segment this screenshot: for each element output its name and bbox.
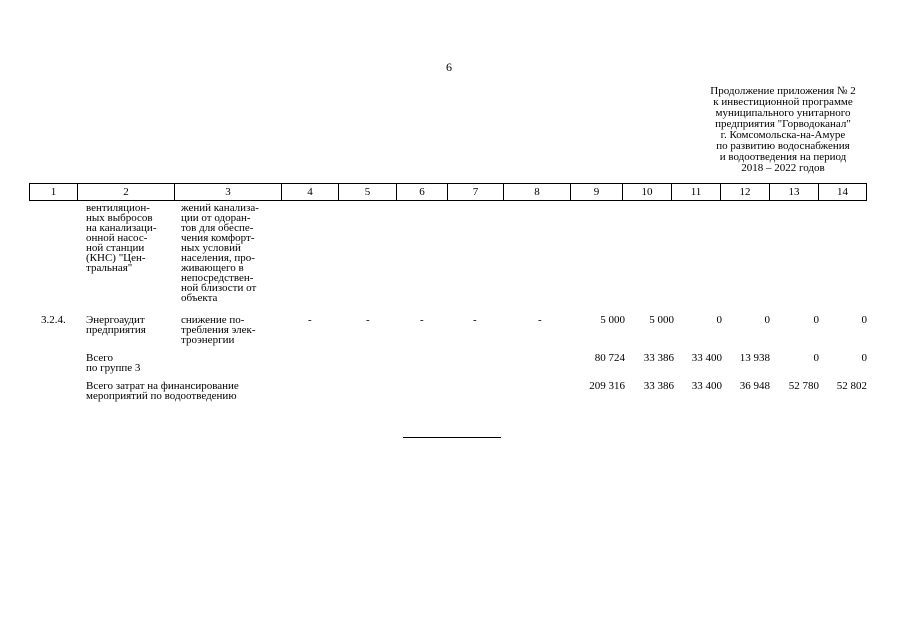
continued-measure-name (86, 203, 157, 273)
appendix-header (690, 86, 876, 174)
grand-total-label (86, 381, 239, 401)
group-total-value: 0 (861, 352, 867, 364)
value-cell: 0 (716, 314, 722, 326)
group-total-value: 33 386 (643, 352, 674, 364)
text-line: ной станции (86, 242, 145, 254)
value-cell: 0 (764, 314, 770, 326)
value-cell: 5 000 (600, 314, 625, 326)
text-line: троэнергии (181, 334, 235, 346)
group-total-value: 13 938 (739, 352, 770, 364)
text-line: ции от одоран- (181, 212, 251, 224)
text-line: предприятия (86, 324, 146, 336)
header-line: Продолжение приложения № 2 (710, 85, 856, 97)
text-line: мероприятий по водоотведению (86, 390, 237, 402)
value-cell: 0 (861, 314, 867, 326)
page-number: 6 (446, 60, 452, 74)
header-line: муниципального унитарного (715, 107, 851, 119)
text-line: ных выбросов (86, 212, 153, 224)
column-number: 5 (339, 184, 397, 201)
grand-total-value: 33 386 (643, 380, 674, 392)
column-number: 13 (770, 184, 819, 201)
grand-total-value: 33 400 (691, 380, 722, 392)
text-line: тральная" (86, 262, 133, 274)
footer-rule (403, 437, 501, 438)
text-line: непосредствен- (181, 272, 254, 284)
header-line: и водоотведения на период (719, 151, 847, 163)
text-line: снижение по- (181, 314, 245, 326)
text-line: живающего в (181, 262, 244, 274)
group-total-value: 80 724 (594, 352, 625, 364)
measure-name (86, 315, 146, 335)
column-number: 10 (623, 184, 672, 201)
column-number: 11 (672, 184, 721, 201)
text-line: Всего (86, 352, 113, 364)
text-line: на канализаци- (86, 222, 157, 234)
value-cell: 0 (813, 314, 819, 326)
text-line: онной насос- (86, 232, 148, 244)
value-cell: 5 000 (649, 314, 674, 326)
column-number: 9 (571, 184, 623, 201)
column-number: 14 (819, 184, 867, 201)
column-number: 12 (721, 184, 770, 201)
text-line: требления элек- (181, 324, 256, 336)
header-line: 2018 – 2022 годов (741, 162, 825, 174)
text-line: населения, про- (181, 252, 255, 264)
header-line: предприятия "Горводоканал" (715, 118, 851, 130)
text-line: (КНС) "Цен- (86, 252, 146, 264)
dash-cell: - (473, 314, 477, 326)
header-line: по развитию водоснабжения (716, 140, 850, 152)
measure-goal (181, 315, 256, 345)
dash-cell: - (538, 314, 542, 326)
text-line: жений канализа- (181, 202, 259, 214)
group-total-value: 0 (813, 352, 819, 364)
header-line: к инвестиционной программе (713, 96, 853, 108)
grand-total-value: 52 780 (788, 380, 819, 392)
text-line: тов для обеспе- (181, 222, 254, 234)
column-number: 6 (397, 184, 448, 201)
text-line: чения комфорт- (181, 232, 255, 244)
text-line: Всего затрат на финансирование (86, 380, 239, 392)
grand-total-value: 52 802 (836, 380, 867, 392)
text-line: ной близости от (181, 282, 257, 294)
column-number: 3 (175, 184, 282, 201)
text-line: ных условий (181, 242, 241, 254)
dash-cell: - (308, 314, 312, 326)
text-line: объекта (181, 292, 218, 304)
group-total-value: 33 400 (691, 352, 722, 364)
column-number: 2 (78, 184, 175, 201)
dash-cell: - (366, 314, 370, 326)
header-line: г. Комсомольска-на-Амуре (720, 129, 846, 141)
text-line: вентиляцион- (86, 202, 150, 214)
text-line: по группе 3 (86, 362, 141, 374)
column-number: 8 (504, 184, 571, 201)
column-number: 7 (448, 184, 504, 201)
group-total-label (86, 353, 140, 373)
grand-total-value: 209 316 (589, 380, 625, 392)
row-code: 3.2.4. (41, 314, 66, 326)
dash-cell: - (420, 314, 424, 326)
text-line: Энергоаудит (86, 314, 145, 326)
column-number-row (30, 184, 867, 201)
column-number-header (29, 183, 867, 201)
column-number: 4 (282, 184, 339, 201)
column-number: 1 (30, 184, 78, 201)
grand-total-value: 36 948 (739, 380, 770, 392)
continued-measure-goal (181, 203, 259, 303)
